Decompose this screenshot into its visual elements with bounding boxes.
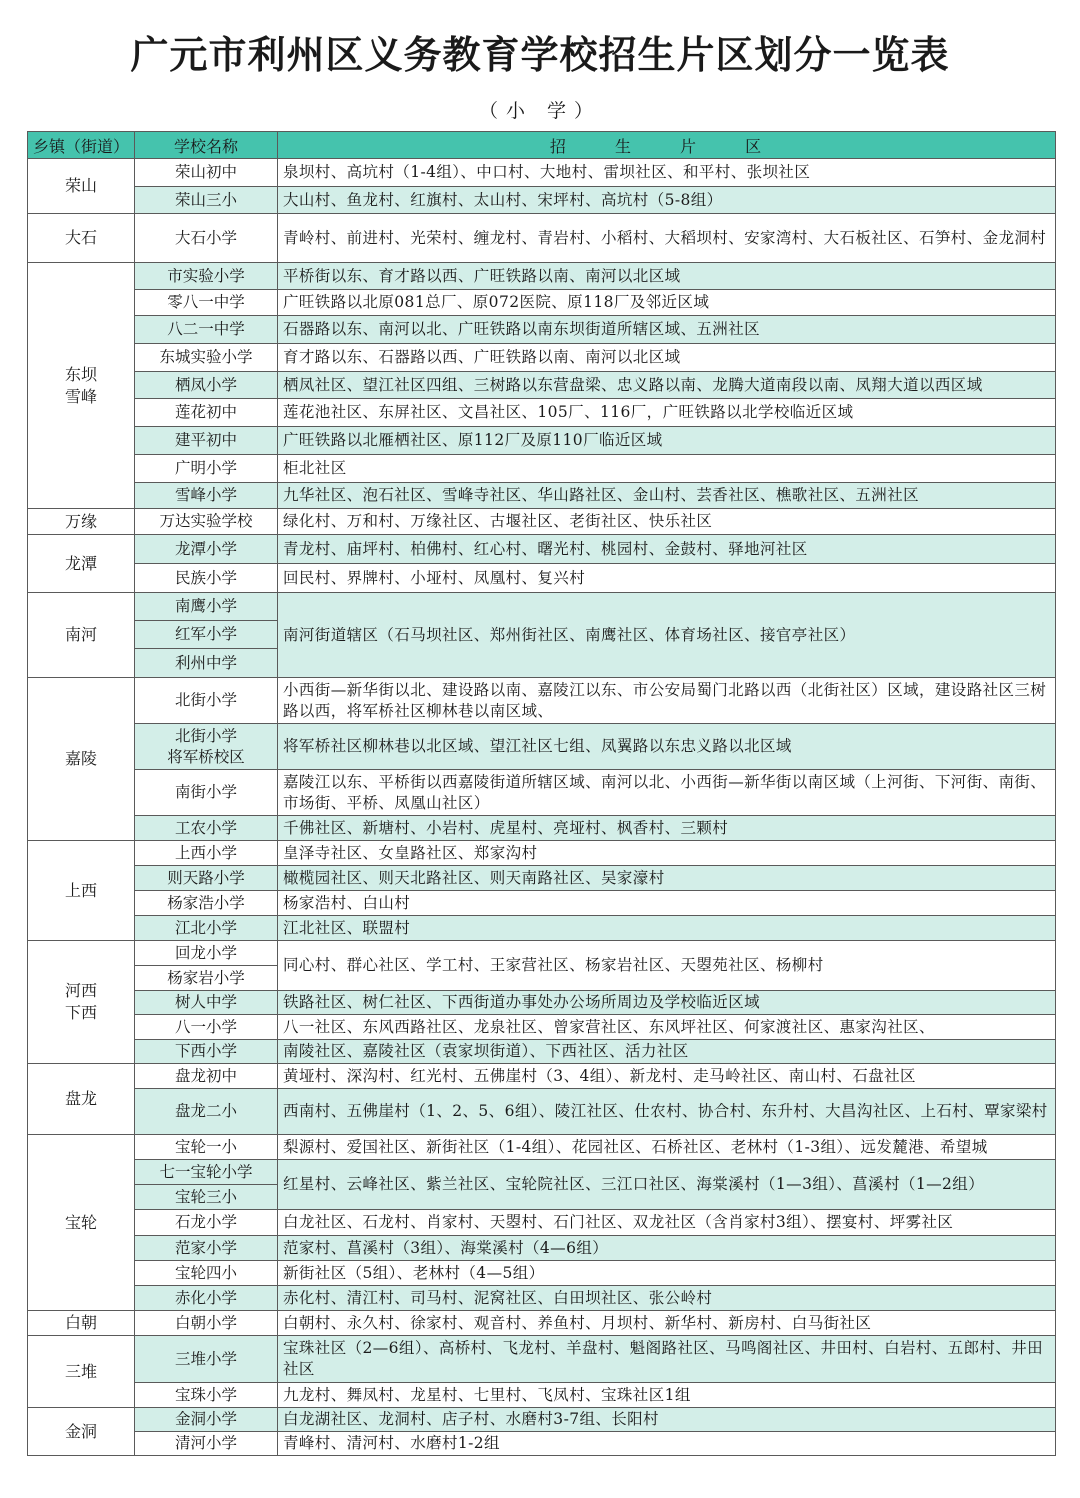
zone-cell: 九华社区、泡石社区、雪峰寺社区、华山路社区、金山村、芸香社区、樵歌社区、五洲社区 <box>278 483 1056 509</box>
zone-cell: 白龙社区、石龙村、肖家村、天曌村、石门社区、双龙社区（含肖家村3组）、摆宴村、坪雾社区 <box>278 1210 1056 1236</box>
table-row <box>28 1286 1056 1311</box>
school-cell <box>135 678 278 724</box>
zone-cell: 石器路以东、南河以北、广旺铁路以南东坝街道所辖区域、五洲社区 <box>278 316 1056 344</box>
school-cell <box>135 1408 278 1432</box>
school-name: 树人中学 <box>174 993 237 1011</box>
zone-cell: 千佛社区、新塘村、小岩村、虎星村、亮垭村、枫香村、三颗村 <box>278 816 1056 841</box>
table-row <box>28 891 1056 916</box>
school-cell <box>135 816 278 841</box>
school-cell <box>135 1311 278 1336</box>
zone-cell: 宝珠社区（2—6组）、高桥村、飞龙村、羊盘村、魁阁路社区、马鸣阁社区、井田村、白岩村、五郎村、井田社区 <box>278 1336 1056 1383</box>
school-cell <box>135 724 278 770</box>
header-zone: 招 生 片 区 <box>278 132 1056 159</box>
zone-cell: 栖凤社区、望江社区四组、三树路以东营盘梁、忠义路以南、龙腾大道南段以南、凤翔大道以西区域 <box>278 372 1056 399</box>
zone-cell: 南河街道辖区（石马坝社区、郑州街社区、南鹰社区、体育场社区、接官亭社区） <box>278 593 1056 678</box>
table-row <box>28 724 1056 770</box>
table-row <box>28 593 1056 621</box>
table-row <box>28 455 1056 483</box>
table-row <box>28 1311 1056 1336</box>
school-name: 七一宝轮小学 <box>159 1162 253 1181</box>
school-name: 东城实验小学 <box>159 348 253 366</box>
school-cell <box>135 991 278 1015</box>
school-name: 八二一中学 <box>167 320 245 338</box>
table-row <box>28 535 1056 564</box>
school-cell <box>135 1185 278 1210</box>
page-title: 广元市利州区义务教育学校招生片区划分一览表 <box>130 33 950 77</box>
school-name: 工农小学 <box>174 818 237 837</box>
zone-cell: 八一社区、东风西路社区、龙泉社区、曾家营社区、东风坪社区、何家渡社区、惠家沟社区、 <box>278 1015 1056 1040</box>
zone-cell: 赤化村、清江村、司马村、泥窝社区、白田坝社区、张公岭村 <box>278 1286 1056 1311</box>
zone-cell: 莲花池社区、东屏社区、文昌社区、105厂、116厂，广旺铁路以北学校临近区域 <box>278 399 1056 427</box>
school-name: 市实验小学 <box>167 266 245 285</box>
school-name: 石龙小学 <box>174 1213 237 1231</box>
zone-cell: 同心村、群心社区、学工村、王家营社区、杨家岩社区、天曌苑社区、杨柳村 <box>278 941 1056 991</box>
zone-cell: 新街社区（5组）、老林村（4—5组） <box>278 1261 1056 1286</box>
school-cell <box>135 1160 278 1185</box>
school-cell <box>135 916 278 941</box>
town-cell: 金洞 <box>28 1408 135 1456</box>
table-row <box>28 372 1056 399</box>
school-cell <box>135 593 278 621</box>
school-cell <box>135 344 278 372</box>
school-name: 八一小学 <box>174 1017 237 1036</box>
school-cell <box>135 1015 278 1040</box>
school-cell <box>135 1064 278 1089</box>
school-cell <box>135 1336 278 1383</box>
town-cell: 万缘 <box>28 509 135 535</box>
school-cell <box>135 1236 278 1261</box>
table-row <box>28 1040 1056 1064</box>
town-cell: 龙潭 <box>28 535 135 593</box>
table-row <box>28 678 1056 724</box>
table-row <box>28 1015 1056 1040</box>
header-town: 乡镇（街道） <box>28 132 135 159</box>
town-cell: 南河 <box>28 593 135 678</box>
school-name: 利州中学 <box>174 653 237 672</box>
zone-cell: 广旺铁路以北雁栖社区、原112厂及原110厂临近区域 <box>278 427 1056 455</box>
school-cell <box>135 1210 278 1236</box>
zone-cell: 小西街—新华街以北、建设路以南、嘉陵江以东、市公安局蜀门北路以西（北街社区）区域，建设路社区三树路以西，将军桥社区柳林巷以南区域、 <box>278 678 1056 724</box>
table-row <box>28 816 1056 841</box>
zone-cell: 泉坝村、高坑村（1-4组）、中口村、大地村、雷坝社区、和平村、张坝社区 <box>278 159 1056 187</box>
school-name: 上西小学 <box>174 843 237 862</box>
zone-cell: 育才路以东、石器路以西、广旺铁路以南、南河以北区域 <box>278 344 1056 372</box>
school-cell <box>135 187 278 214</box>
school-name: 回龙小学 <box>174 943 237 962</box>
school-cell <box>135 941 278 966</box>
school-name: 杨家岩小学 <box>167 968 245 987</box>
table-row <box>28 214 1056 263</box>
town-cell: 盘龙 <box>28 1064 135 1135</box>
zone-cell: 白朝村、永久村、徐家村、观音村、养鱼村、月坝村、新华村、新房村、白马街社区 <box>278 1311 1056 1336</box>
zone-cell: 回民村、界牌村、小垭村、凤凰村、复兴村 <box>278 564 1056 593</box>
school-name: 荣山初中 <box>174 163 237 181</box>
zone-cell: 皇泽寺社区、女皇路社区、郑家沟村 <box>278 841 1056 866</box>
table-row <box>28 1089 1056 1135</box>
zone-cell: 江北社区、联盟村 <box>278 916 1056 941</box>
table-row <box>28 1236 1056 1261</box>
table-row <box>28 1064 1056 1089</box>
town-cell: 荣山 <box>28 159 135 214</box>
school-name: 北街小学 将军桥校区 <box>167 726 245 766</box>
school-name: 三堆小学 <box>174 1349 237 1368</box>
school-name: 杨家浩小学 <box>167 893 245 912</box>
table-row <box>28 866 1056 891</box>
school-cell <box>135 1135 278 1160</box>
school-name: 莲花初中 <box>174 403 237 421</box>
enrollment-zone-table <box>27 131 1056 1456</box>
school-name: 宝轮三小 <box>174 1187 237 1206</box>
school-cell <box>135 866 278 891</box>
school-cell <box>135 770 278 816</box>
zone-cell: 橄榄园社区、则天北路社区、则天南路社区、吴家濠村 <box>278 866 1056 891</box>
zone-cell: 红星村、云峰社区、紫兰社区、宝轮院社区、三江口社区、海棠溪村（1—3组）、菖溪村（1—2组） <box>278 1160 1056 1210</box>
zone-cell: 广旺铁路以北原081总厂、原072医院、原118厂及邻近区域 <box>278 290 1056 316</box>
table-row <box>28 1432 1056 1456</box>
town-cell: 东坝 雪峰 <box>28 263 135 509</box>
school-name: 北街小学 <box>174 691 237 709</box>
table-row <box>28 1383 1056 1408</box>
school-name: 大石小学 <box>174 228 237 247</box>
table-row <box>28 1135 1056 1160</box>
school-cell <box>135 1089 278 1135</box>
school-name: 下西小学 <box>174 1042 237 1060</box>
zone-cell: 梨源村、爱国社区、新街社区（1-4组）、花园社区、石桥社区、老林村（1-3组）、远发麓港、希望城 <box>278 1135 1056 1160</box>
table-row <box>28 427 1056 455</box>
school-cell <box>135 1286 278 1311</box>
table-body <box>28 159 1056 1456</box>
school-cell <box>135 841 278 866</box>
school-name: 白朝小学 <box>174 1313 237 1332</box>
table-row <box>28 564 1056 593</box>
school-name: 盘龙初中 <box>174 1066 237 1085</box>
zone-cell: 西南村、五佛崖村（1、2、5、6组）、陵江社区、仕农村、协合村、东升村、大昌沟社区、上石村、覃家梁村 <box>278 1089 1056 1135</box>
zone-cell: 黄垭村、深沟村、红光村、五佛崖村（3、4组）、新龙村、走马岭社区、南山村、石盘社区 <box>278 1064 1056 1089</box>
school-cell <box>135 455 278 483</box>
school-cell <box>135 1040 278 1064</box>
table-row <box>28 187 1056 214</box>
table-row <box>28 916 1056 941</box>
zone-cell: 青龙村、庙坪村、柏佛村、红心村、曙光村、桃园村、金鼓村、驿地河社区 <box>278 535 1056 564</box>
school-cell <box>135 159 278 187</box>
town-cell: 白朝 <box>28 1311 135 1336</box>
school-name: 宝珠小学 <box>174 1385 237 1404</box>
school-name: 雪峰小学 <box>174 486 237 504</box>
zone-cell: 范家村、菖溪村（3组）、海棠溪村（4—6组） <box>278 1236 1056 1261</box>
town-cell: 河西 下西 <box>28 941 135 1064</box>
table-row <box>28 941 1056 966</box>
town-cell: 宝轮 <box>28 1135 135 1311</box>
school-name: 民族小学 <box>174 568 237 587</box>
zone-cell: 铁路社区、树仁社区、下西街道办事处办公场所周边及学校临近区域 <box>278 991 1056 1015</box>
zone-cell: 杨家浩村、白山村 <box>278 891 1056 916</box>
town-cell: 上西 <box>28 841 135 941</box>
school-cell <box>135 535 278 564</box>
school-name: 红军小学 <box>174 625 237 643</box>
table-row <box>28 1408 1056 1432</box>
school-name: 则天路小学 <box>167 868 245 887</box>
table-row <box>28 509 1056 535</box>
school-name: 荣山三小 <box>174 190 237 209</box>
school-name: 江北小学 <box>174 918 237 937</box>
school-cell <box>135 966 278 991</box>
table-row <box>28 483 1056 509</box>
zone-cell: 绿化村、万和村、万缘社区、古堰社区、老街社区、快乐社区 <box>278 509 1056 535</box>
school-name: 广明小学 <box>174 459 237 477</box>
school-cell <box>135 399 278 427</box>
school-cell <box>135 214 278 263</box>
zone-cell: 九龙村、舞凤村、龙星村、七里村、飞凤村、宝珠社区1组 <box>278 1383 1056 1408</box>
school-cell <box>135 1383 278 1408</box>
table-row <box>28 316 1056 344</box>
zone-cell: 柜北社区 <box>278 455 1056 483</box>
school-cell <box>135 483 278 509</box>
table-row <box>28 770 1056 816</box>
table-row <box>28 1336 1056 1383</box>
table-row <box>28 1160 1056 1185</box>
school-cell <box>135 649 278 678</box>
table-row <box>28 290 1056 316</box>
page-subtitle: （小 学） <box>478 100 602 122</box>
school-name: 南街小学 <box>174 783 237 801</box>
school-name: 范家小学 <box>174 1238 237 1257</box>
school-name: 宝轮四小 <box>174 1263 237 1282</box>
zone-cell: 南陵社区、嘉陵社区（袁家坝街道）、下西社区、活力社区 <box>278 1040 1056 1064</box>
school-name: 清河小学 <box>174 1434 237 1452</box>
school-name: 金洞小学 <box>174 1410 237 1428</box>
school-name: 宝轮一小 <box>174 1137 237 1156</box>
school-name: 龙潭小学 <box>174 539 237 558</box>
zone-cell: 嘉陵江以东、平桥街以西嘉陵街道所辖区域、南河以北、小西街—新华街以南区域（上河街、下河街、南街、市场街、平桥、凤凰山社区） <box>278 770 1056 816</box>
table-row <box>28 1261 1056 1286</box>
zone-cell: 将军桥社区柳林巷以北区域、望江社区七组、凤翼路以东忠义路以北区域 <box>278 724 1056 770</box>
school-cell <box>135 621 278 649</box>
school-cell <box>135 427 278 455</box>
school-cell <box>135 564 278 593</box>
table-header-row <box>28 132 1056 159</box>
school-cell <box>135 290 278 316</box>
town-cell: 嘉陵 <box>28 678 135 841</box>
school-cell <box>135 316 278 344</box>
table-row <box>28 1210 1056 1236</box>
zone-cell: 大山村、鱼龙村、红旗村、太山村、宋坪村、高坑村（5-8组） <box>278 187 1056 214</box>
school-cell <box>135 509 278 535</box>
zone-cell: 青峰村、清河村、水磨村1-2组 <box>278 1432 1056 1456</box>
school-cell <box>135 1432 278 1456</box>
school-name: 栖凤小学 <box>174 375 237 394</box>
school-name: 南鹰小学 <box>174 597 237 615</box>
school-cell <box>135 891 278 916</box>
table-row <box>28 263 1056 290</box>
header-school: 学校名称 <box>135 132 278 159</box>
zone-cell: 平桥街以东、育才路以西、广旺铁路以南、南河以北区域 <box>278 263 1056 290</box>
zone-cell: 白龙湖社区、龙洞村、店子村、水磨村3-7组、长阳村 <box>278 1408 1056 1432</box>
table-row <box>28 991 1056 1015</box>
school-name: 万达实验学校 <box>159 512 253 530</box>
school-cell <box>135 263 278 290</box>
zone-cell: 青岭村、前进村、光荣村、缠龙村、青岩村、小稻村、大稻坝村、安家湾村、大石板社区、石笋村、金龙洞村 <box>278 214 1056 263</box>
town-cell: 大石 <box>28 214 135 263</box>
school-name: 建平初中 <box>174 431 237 449</box>
table-row <box>28 399 1056 427</box>
town-cell: 三堆 <box>28 1336 135 1408</box>
table-row <box>28 841 1056 866</box>
table-row <box>28 344 1056 372</box>
school-cell <box>135 1261 278 1286</box>
school-cell <box>135 372 278 399</box>
table-row <box>28 159 1056 187</box>
school-name: 赤化小学 <box>174 1288 237 1307</box>
school-name: 盘龙二小 <box>174 1102 237 1120</box>
school-name: 零八一中学 <box>167 293 245 311</box>
